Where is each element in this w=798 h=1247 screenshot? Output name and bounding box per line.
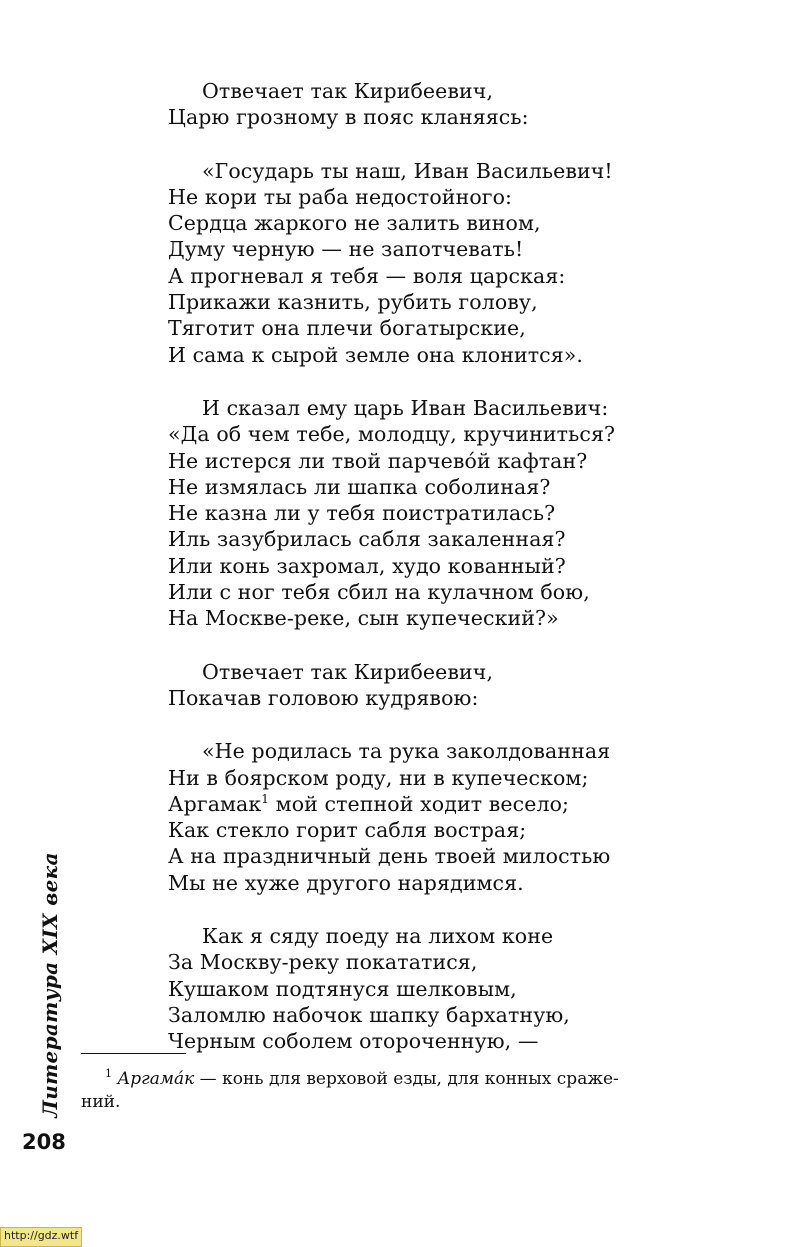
poem-line: «Не родилась та рука заколдованная	[202, 739, 611, 764]
footnote-line	[81, 1068, 741, 1091]
poem-line: Кушаком подтянуся шелковым,	[168, 976, 517, 1001]
footnote	[81, 1068, 741, 1114]
poem-line: Не кори ты раба недостойного:	[168, 184, 513, 209]
poem-line: И сказал ему царь Иван Васильевич:	[202, 395, 609, 420]
stanza	[168, 923, 768, 1054]
poem-line: Царю грозному в пояс кланяясь:	[168, 105, 529, 130]
poem-line: Не истерся ли твой парчево́й кафтан?	[168, 448, 588, 473]
poem-line: Заломлю набочок шапку бархатную,	[168, 1002, 570, 1027]
stanza	[168, 78, 768, 131]
poem-line: Иль зазубрилась сабля закаленная?	[168, 527, 566, 552]
poem-line: Как стекло горит сабля вострая;	[168, 818, 527, 843]
poem-line-with-note	[168, 791, 768, 817]
argamak-word: Аргамак	[168, 791, 262, 816]
stanza	[168, 395, 768, 632]
poem-line: Черным соболем отороченную, —	[168, 1029, 539, 1054]
poem-line: Не измялась ли шапка соболиная?	[168, 474, 551, 499]
page-number: 208	[22, 1130, 66, 1154]
poem-text	[168, 78, 768, 1082]
poem-line: Или с ног тебя сбил на кулачном бою,	[168, 580, 590, 605]
poem-line: Отвечает так Кирибеевич,	[202, 659, 494, 684]
footnote-reference[interactable]: 1	[261, 791, 270, 806]
footnote-text: — конь для верховой езды, для конных сраже-	[194, 1069, 619, 1089]
poem-line: Думу черную — не запотчевать!	[168, 237, 524, 262]
argamak-line-rest: мой степной ходит весело;	[269, 791, 570, 816]
poem-line: «Государь ты наш, Иван Васильевич!	[202, 158, 613, 183]
footnote-divider	[81, 1053, 186, 1054]
poem-line: Или конь захромал, худо кованный?	[168, 553, 566, 578]
poem-line: «Да об чем тебе, молодцу, кручиниться?	[168, 422, 616, 447]
footnote-term: Аргама́к	[117, 1069, 195, 1089]
poem-line: Покачав головою кудрявою:	[168, 685, 479, 710]
poem-line: Как я сяду поеду на лихом коне	[202, 924, 554, 949]
poem-line: Ни в боярском роду, ни в купеческом;	[168, 765, 589, 790]
stanza	[168, 659, 768, 712]
poem-line: А на праздничный день твоей милостью	[168, 844, 611, 869]
poem-line: На Москве-реке, сын купеческий?»	[168, 606, 559, 631]
poem-line: За Москву-реку покататися,	[168, 950, 478, 975]
poem-line: А прогневал я тебя — воля царская:	[168, 263, 566, 288]
footnote-mark: 1	[105, 1067, 112, 1080]
footnote-line-continuation: ний.	[81, 1092, 121, 1112]
poem-line: Мы не хуже другого нарядимся.	[168, 870, 524, 895]
poem-line: Прикажи казнить, рубить голову,	[168, 290, 538, 315]
poem-line: Отвечает так Кирибеевич,	[202, 79, 494, 103]
poem-line: И сама к сырой земле она клонится».	[168, 342, 584, 367]
stanza	[168, 738, 768, 896]
poem-line: Тяготит она плечи богатырские,	[168, 316, 526, 341]
poem-line: Сердца жаркого не залить вином,	[168, 211, 541, 236]
running-head: Литература XIX века	[38, 852, 62, 1118]
watermark-link[interactable]: http://gdz.wtf	[0, 1227, 82, 1247]
stanza	[168, 158, 768, 368]
poem-line: Не казна ли у тебя поистратилась?	[168, 501, 556, 526]
